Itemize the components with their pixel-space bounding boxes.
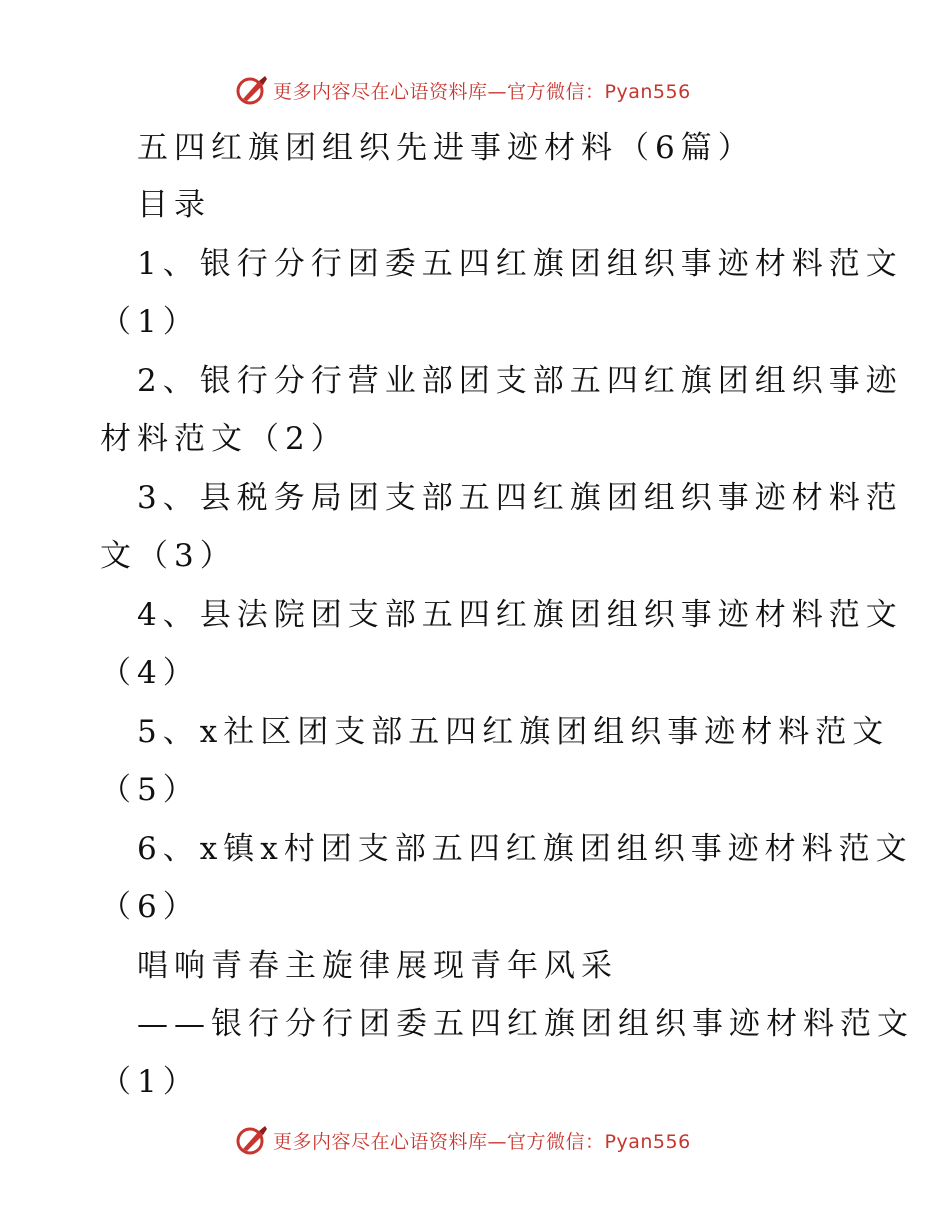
banner-wechat-text: 官方微信：Pyan556 [507, 80, 691, 103]
toc-item-1-line1: 1、银行分行团委五四红旗团组织事迹材料范文 [137, 246, 903, 282]
toc-item-6-line2: （6） [100, 889, 200, 925]
pen-logo-icon [235, 73, 269, 107]
toc-item-4-line2: （4） [100, 655, 200, 691]
banner-wechat-text: 官方微信：Pyan556 [507, 1130, 691, 1153]
toc-item-3-line2: 文（3） [100, 538, 237, 574]
toc-item-1-line2: （1） [100, 304, 200, 340]
footer-banner [235, 1122, 715, 1158]
toc-item-3-line1: 3、县税务局团支部五四红旗团组织事迹材料范 [137, 480, 903, 516]
section-title: 唱响青春主旋律展现青年风采 [137, 948, 618, 984]
section-subtitle-line1: ——银行分行团委五四红旗团组织事迹材料范文 [137, 1006, 914, 1042]
banner-main-text: 更多内容尽在心语资料库 [273, 1130, 488, 1153]
pen-logo-icon [235, 1123, 269, 1157]
toc-item-6-line1: 6、x镇x村团支部五四红旗团组织事迹材料范文 [137, 831, 913, 867]
banner-dash: — [487, 80, 508, 103]
banner-text [273, 1127, 691, 1154]
toc-item-2-line2: 材料范文（2） [100, 421, 348, 457]
header-banner [235, 72, 715, 108]
section-subtitle-line2: （1） [100, 1064, 200, 1100]
document-title: 五四红旗团组织先进事迹材料（6篇） [137, 130, 755, 166]
toc-item-4-line1: 4、县法院团支部五四红旗团组织事迹材料范文 [137, 597, 903, 633]
toc-heading: 目录 [137, 187, 211, 223]
toc-item-2-line1: 2、银行分行营业部团支部五四红旗团组织事迹 [137, 363, 903, 399]
banner-main-text: 更多内容尽在心语资料库 [273, 80, 488, 103]
toc-item-5-line2: （5） [100, 772, 200, 808]
banner-dash: — [487, 1130, 508, 1153]
banner-text [273, 77, 691, 104]
toc-item-5-line1: 5、x社区团支部五四红旗团组织事迹材料范文 [137, 714, 890, 750]
